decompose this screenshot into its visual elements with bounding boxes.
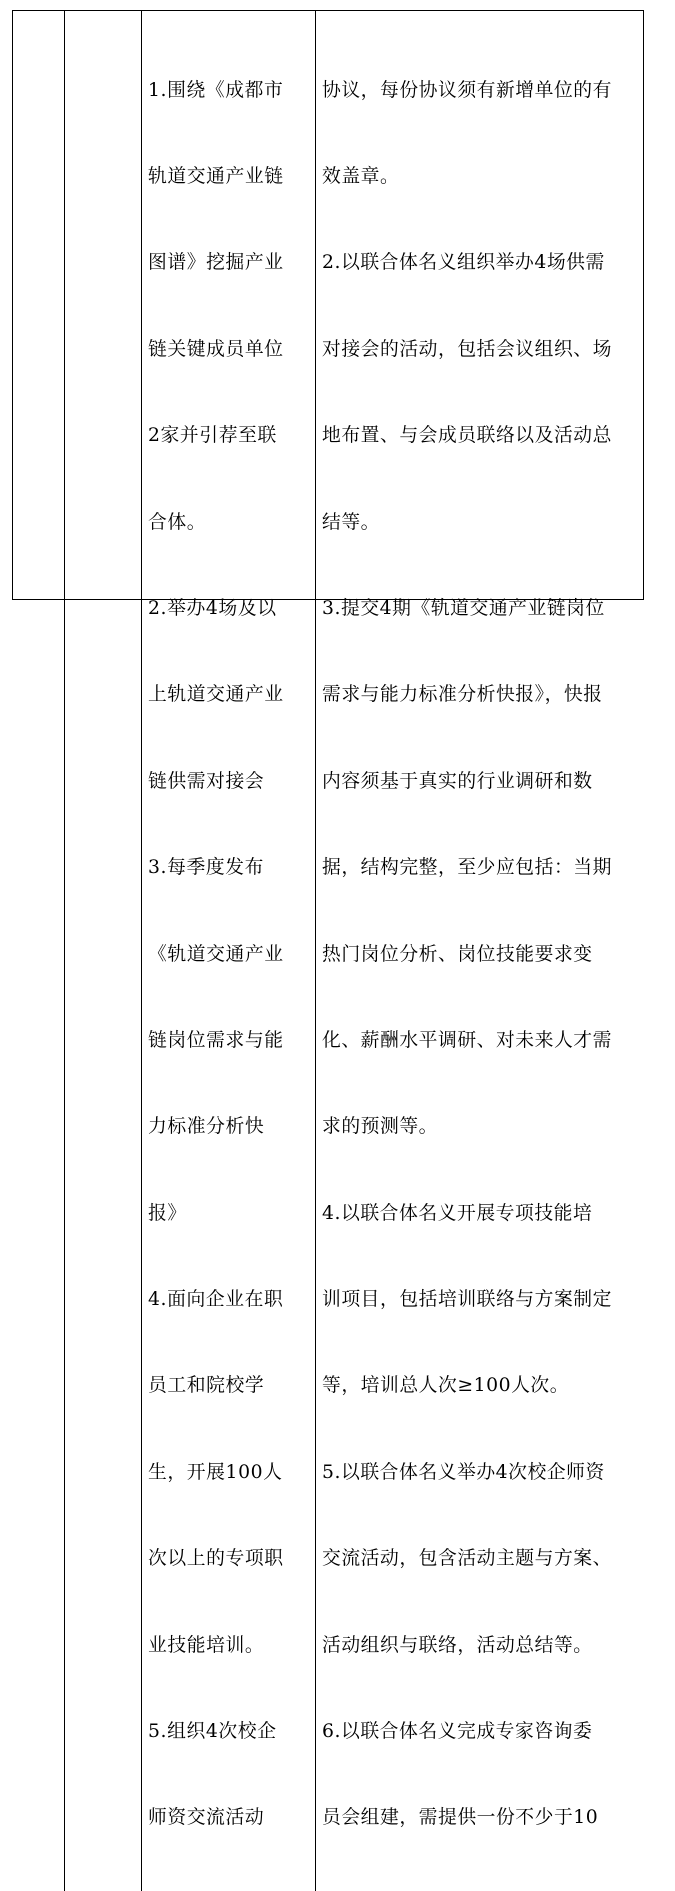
text-line: 5.以联合体名义举办4次校企师资	[322, 1461, 605, 1483]
cell-col1-text	[13, 11, 64, 19]
tasks-text	[142, 11, 315, 1891]
text-line: 热门岗位分析、岗位技能要求变	[322, 943, 593, 965]
table-cell-col2	[65, 11, 142, 1891]
text-line: 1.围绕《成都市	[148, 79, 284, 101]
table-cell-requirements	[316, 11, 645, 1891]
text-line: 图谱》挖掘产业	[148, 252, 284, 274]
text-line: 合体。	[148, 511, 207, 533]
text-line: 链岗位需求与能	[148, 1029, 284, 1051]
requirements-text	[316, 11, 645, 1891]
text-line: 对接会的活动，包括会议组织、场	[322, 338, 612, 360]
text-line: 求的预测等。	[322, 1116, 438, 1138]
text-line: 链供需对接会	[148, 770, 265, 792]
text-line: 4.以联合体名义开展专项技能培	[322, 1202, 593, 1224]
text-line: 力标准分析快	[148, 1116, 265, 1138]
text-line: 5.组织4次校企	[148, 1721, 277, 1743]
table-cell-col1	[13, 11, 65, 1891]
text-line: 化、薪酬水平调研、对未来人才需	[322, 1029, 612, 1051]
text-line: 活动组织与联络，活动总结等。	[322, 1634, 593, 1656]
text-line: 协议，每份协议须有新增单位的有	[322, 79, 612, 101]
cell-col2-text	[65, 11, 141, 19]
text-line: 上轨道交通产业	[148, 684, 284, 706]
text-line: 地布置、与会成员联络以及活动总	[322, 425, 612, 447]
text-line: 次以上的专项职	[148, 1548, 284, 1570]
text-line: 业技能培训。	[148, 1634, 265, 1656]
text-line: 2.举办4场及以	[148, 597, 277, 619]
text-line: 员工和院校学	[148, 1375, 265, 1397]
text-line: 报》	[148, 1202, 187, 1224]
table-cell-tasks	[142, 11, 316, 1891]
text-line: 3.每季度发布	[148, 857, 265, 879]
text-line: 训项目，包括培训联络与方案制定	[322, 1289, 612, 1311]
text-line: 需求与能力标准分析快报》，快报	[322, 684, 603, 706]
text-line: 等，培训总人次≥100人次。	[322, 1375, 570, 1397]
text-line: 内容须基于真实的行业调研和数	[322, 770, 593, 792]
text-line: 4.面向企业在职	[148, 1289, 284, 1311]
text-line: 链关键成员单位	[148, 338, 284, 360]
text-line: 6.以联合体名义完成专家咨询委	[322, 1721, 593, 1743]
text-line: 3.提交4期《轨道交通产业链岗位	[322, 597, 605, 619]
text-line: 结等。	[322, 511, 380, 533]
content-table	[12, 10, 644, 1829]
text-line: 2家并引荐至联	[148, 425, 277, 447]
text-line: 员会组建，需提供一份不少于10	[322, 1807, 599, 1829]
text-line: 师资交流活动	[148, 1807, 265, 1829]
text-line: 2.以联合体名义组织举办4场供需	[322, 252, 605, 274]
text-line: 《轨道交通产业	[148, 943, 284, 965]
text-line: 据，结构完整，至少应包括：当期	[322, 857, 612, 879]
text-line: 效盖章。	[322, 165, 400, 187]
text-line: 生，开展100人	[148, 1461, 283, 1483]
text-line: 交流活动，包含活动主题与方案、	[322, 1548, 612, 1570]
text-line: 轨道交通产业链	[148, 165, 284, 187]
